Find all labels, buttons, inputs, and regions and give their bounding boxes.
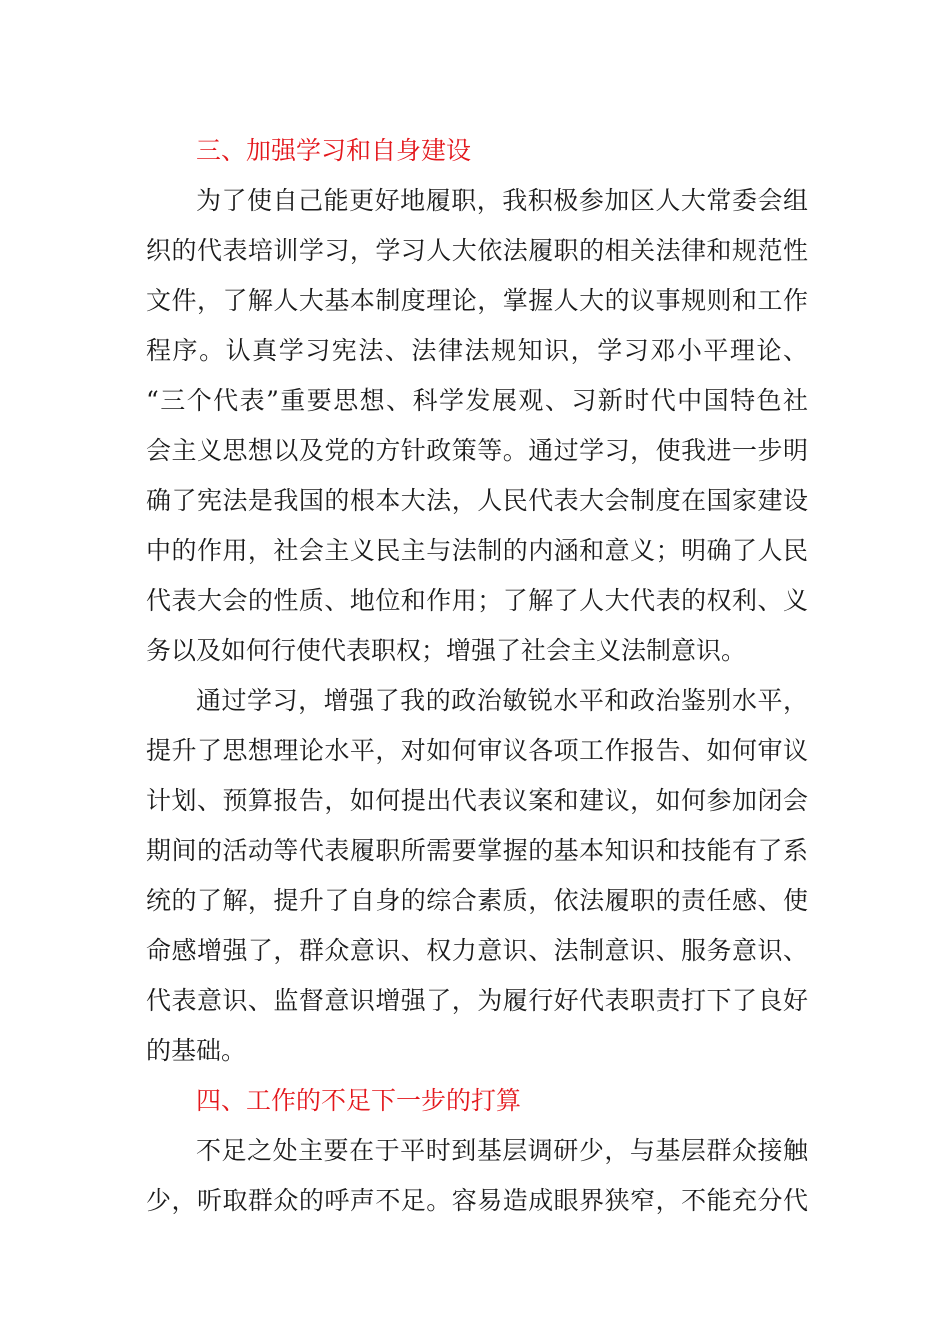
paragraph [146,176,808,676]
text-line: 务以及如何行使代表职权；增强了社会主义法制意识。 [146,636,747,665]
text-line: 期间的活动等代表履职所需要掌握的基本知识和技能有了系 [146,836,808,865]
text-line: 提升了思想理论水平，对如何审议各项工作报告、如何审议 [146,736,808,765]
text-line: 为了使自己能更好地履职，我积极参加区人大常委会组 [196,186,808,215]
text-line: 不足之处主要在于平时到基层调研少，与基层群众接触 [196,1136,808,1165]
text-line: 计划、预算报告，如何提出代表议案和建议，如何参加闭会 [146,786,808,815]
text-line: 会主义思想以及党的方针政策等。通过学习，使我进一步明 [146,436,808,465]
text-line: 确了宪法是我国的根本大法，人民代表大会制度在国家建设 [146,486,808,515]
text-line: 统的了解，提升了自身的综合素质，依法履职的责任感、使 [146,886,808,915]
text-line: 少，听取群众的呼声不足。容易造成眼界狭窄，不能充分代 [146,1186,808,1215]
text-line: “三个代表”重要思想、科学发展观、习新时代中国特色社 [146,386,808,415]
section-heading: 三、加强学习和自身建设 [196,136,472,165]
paragraph [146,1126,808,1226]
document-body [146,126,808,1226]
text-line: 的基础。 [146,1036,247,1065]
section-heading: 四、工作的不足下一步的打算 [196,1086,522,1115]
text-line: 织的代表培训学习，学习人大依法履职的相关法律和规范性 [146,236,808,265]
text-line: 代表大会的性质、地位和作用；了解了人大代表的权利、义 [146,586,808,615]
text-line: 命感增强了，群众意识、权力意识、法制意识、服务意识、 [146,936,808,965]
text-line: 程序。认真学习宪法、法律法规知识，学习邓小平理论、 [146,336,808,365]
paragraph [146,676,808,1076]
text-line: 文件，了解人大基本制度理论，掌握人大的议事规则和工作 [146,286,808,315]
text-line: 代表意识、监督意识增强了，为履行好代表职责打下了良好 [146,986,808,1015]
text-line: 中的作用，社会主义民主与法制的内涵和意义；明确了人民 [146,536,808,565]
text-line: 通过学习，增强了我的政治敏锐水平和政治鉴别水平， [196,686,808,715]
